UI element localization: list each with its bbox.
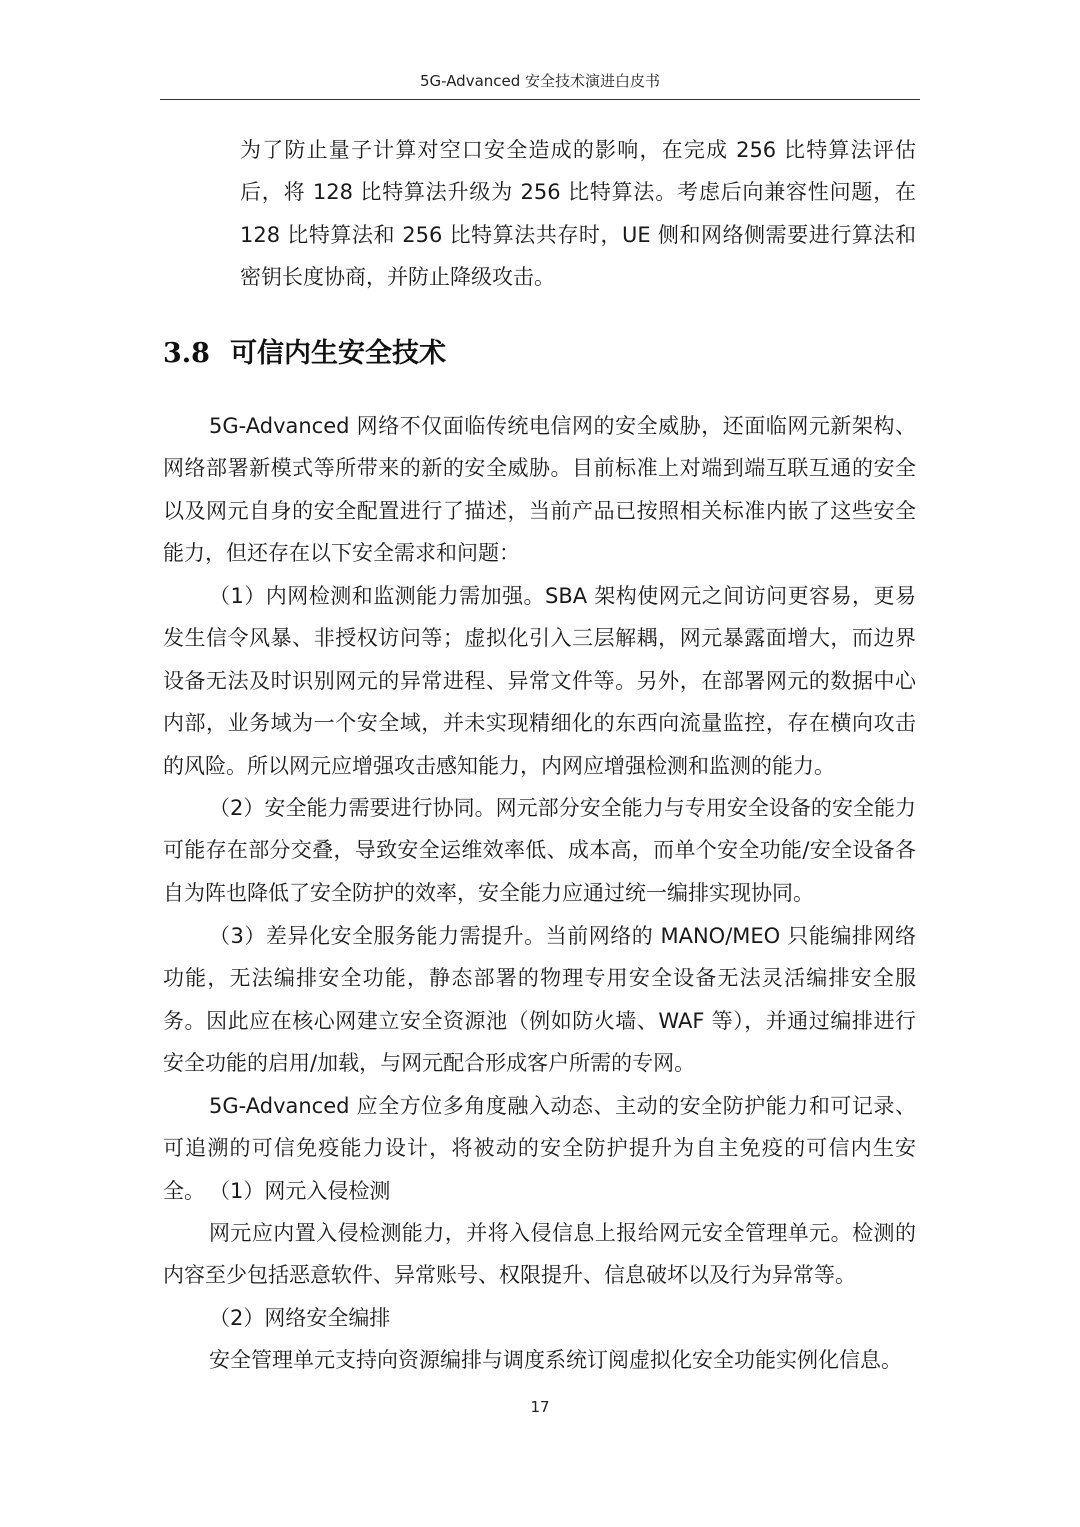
security-orchestration-paragraph: 安全管理单元支持向资源编排与调度系统订阅虚拟化安全功能实例化信息。 [209, 1348, 902, 1372]
issue-paragraph-3: （3）差异化安全服务能力需提升。当前网络的 MANO/MEO 只能编排网络功能，无法编排安全功能，静态部署的物理专用安全设备无法灵活编排安全服务。因此应在核心网建立安全资源池（例如防火墙、WAF 等），并通过编排进行安全功能的启用/加载，与网元配合形成客户所需的专网。 [163, 924, 916, 1076]
header-divider [160, 99, 920, 100]
body-paragraph-1: 5G-Advanced 网络不仅面临传统电信网的安全威胁，还面临网元新架构、网络部署新模式等所带来的新的安全威胁。目前标准上对端到端互联互通的安全以及网元自身的安全配置进行了描述，当前产品已按照相关标准内嵌了这些安全能力，但还存在以下安全需求和问题： [163, 414, 916, 566]
intro-paragraph: 为了防止量子计算对空口安全造成的影响，在完成 256 比特算法评估后，将 128 比特算法升级为 256 比特算法。考虑后向兼容性问题，在 128 比特算法和 256 比特算法共存时，UE 侧和网络侧需要进行算法和密钥长度协商，并防止降级攻击。 [240, 138, 916, 290]
issue-paragraph-1: （1）内网检测和监测能力需加强。SBA 架构使网元之间访问更容易，更易发生信令风暴、非授权访问等；虚拟化引入三层解耦，网元暴露面增大，而边界设备无法及时识别网元的异常进程、异常文件等。另外，在部署网元的数据中心内部，业务域为一个安全域，并未实现精细化的东西向流量监控，存在横向攻击的风险。所以网元应增强攻击感知能力，内网应增强检测和监测的能力。 [163, 584, 916, 778]
issue-paragraph-2: （2）安全能力需要进行协同。网元部分安全能力与专用安全设备的安全能力可能存在部分交叠，导致安全运维效率低、成本高，而单个安全功能/安全设备各自为阵也降低了安全防护的效率，安全能力应通过统一编排实现协同。 [163, 796, 916, 905]
subheading-intrusion-detection: （1）网元入侵检测 [209, 1179, 391, 1203]
section-number: 3.8 [163, 338, 210, 369]
page-number: 17 [530, 1398, 550, 1416]
running-header: 5G-Advanced 安全技术演进白皮书 [419, 72, 661, 90]
intrusion-detection-paragraph: 网元应内置入侵检测能力，并将入侵信息上报给网元安全管理单元。检测的内容至少包括恶意软件、异常账号、权限提升、信息破坏以及行为异常等。 [163, 1221, 916, 1288]
subheading-security-orchestration: （2）网络安全编排 [209, 1306, 391, 1330]
body-paragraph-2: 5G-Advanced 应全方位多角度融入动态、主动的安全防护能力和可记录、可追溯的可信免疫能力设计，将被动的安全防护提升为自主免疫的可信内生安全。 [163, 1094, 916, 1203]
section-heading [163, 334, 446, 374]
section-title: 可信内生安全技术 [229, 338, 446, 369]
